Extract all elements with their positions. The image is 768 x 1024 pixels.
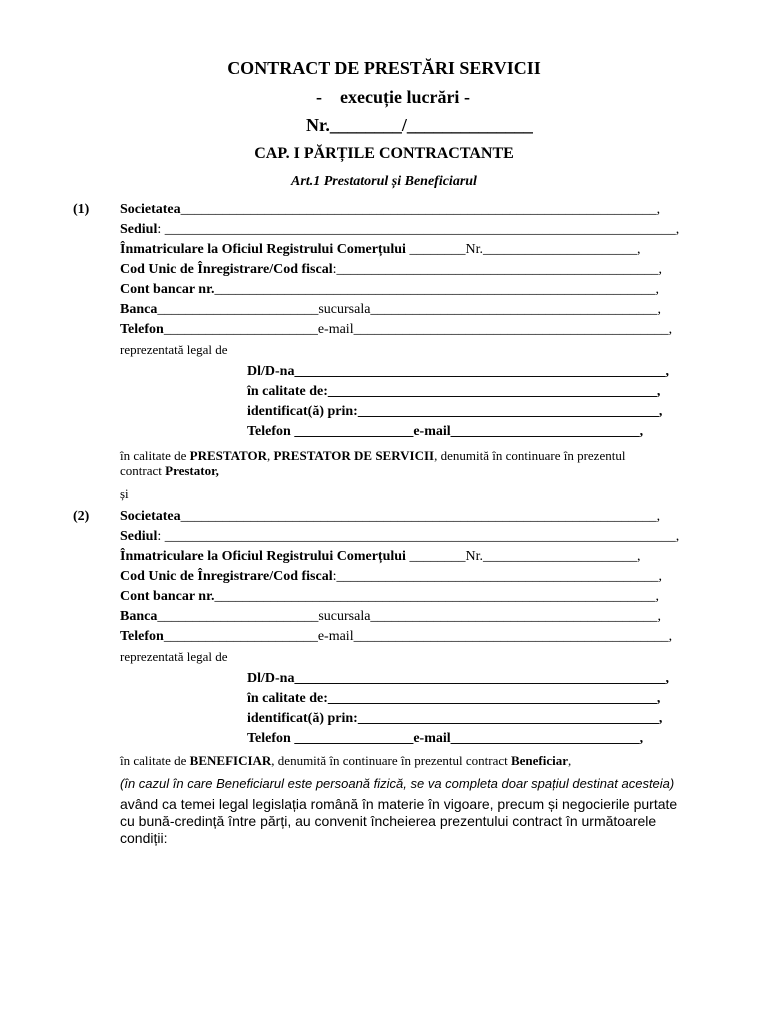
party-2-capacity: în calitate de BENEFICIAR, denumită în continuare în prezentul contract Beneficiar, [120,753,572,768]
rep-line-phone: Telefon _________________e-mail___________________________, [247,424,644,439]
field-line-bank: Banca_______________________sucursala_________________________________________, [120,302,661,317]
rep-line-id: identificat(ă) prin:___________________________________________, [247,711,663,726]
field-line-company: Societatea____________________________________________________________________, [120,202,661,217]
field-label: Cont bancar nr. [120,589,215,604]
fill-blank[interactable]: _______________________________________________________________ [214,589,656,604]
field-label: Telefon [120,322,164,337]
field-label: Sediul [120,529,158,544]
fill-blank[interactable]: :___________________________________________ [353,711,659,726]
party-1-block [120,200,679,360]
party-1-representative [247,362,669,442]
party-2-representative [247,669,669,749]
fill-blank[interactable]: ____________________________________________________________________ [180,509,657,524]
field-line-address: Sediul: _________________________________________________________________________, [120,529,680,544]
party-index: (2) [73,509,90,524]
field-label: Înmatriculare la Oficiul Registrului Comerțului [120,242,406,257]
party-index: (1) [73,202,90,217]
closing-line: condiții: [120,830,168,846]
fill-blank[interactable]: ____________________________________________________________________ [180,202,657,217]
field-line-bank-account: Cont bancar nr._______________________________________________________________, [120,589,660,604]
field-line-bank: Banca_______________________sucursala_________________________________________, [120,609,661,624]
party-1-capacity: în calitate de PRESTATOR, PRESTATOR DE SERVICII, denumită în continuare în prezentul contract Prestator, [120,448,626,478]
field-line-registration: Înmatriculare la Oficiul Registrului Comerțului ________Nr.______________________, [120,242,641,257]
party-2-block [120,507,679,667]
rep-line-id: identificat(ă) prin:___________________________________________, [247,404,663,419]
fill-blank[interactable]: :___________________________________________ [353,404,659,419]
closing-paragraph [120,796,677,847]
chapter-heading: CAP. I PĂRȚILE CONTRACTANTE [254,145,514,162]
rep-line-capacity: în calitate de:_______________________________________________, [247,384,661,399]
field-label: Cont bancar nr. [120,282,215,297]
fill-blank[interactable]: :_______________________________________________ [323,384,657,399]
fill-blank[interactable]: _______________________sucursala_________________________________________ [157,302,658,317]
fill-blank[interactable]: ______________________e-mail_____________________________________________ [163,629,669,644]
field-label: Societatea [120,509,181,524]
fill-blank[interactable]: _____________________________________________________ [294,364,666,379]
fill-blank[interactable]: _________________e-mail___________________________ [290,731,640,746]
conjunction: și [120,486,129,501]
field-label: Banca [120,302,158,317]
closing-line: având ca temei legal legislația română în materie în vigoare, precum și negocierile purtate [120,796,678,812]
natural-person-note: (în cazul în care Beneficiarul este persoană fizică, se va completa doar spațiul destinat acesteia) [120,776,675,791]
rep-line-capacity: în calitate de:_______________________________________________, [247,691,661,706]
contract-number-line: Nr.________/______________ [306,115,533,135]
fill-blank[interactable]: ______________________e-mail_____________________________________________ [163,322,669,337]
field-line-phone: Telefon______________________e-mail_____________________________________________, [120,629,673,644]
represented-by-label: reprezentată legal de [120,649,228,664]
fill-blank[interactable]: _______________________sucursala_________________________________________ [157,609,658,624]
field-label: Înmatriculare la Oficiul Registrului Comerțului [120,549,406,564]
fill-blank[interactable]: :______________________________________________ [332,262,659,277]
fill-blank[interactable]: _______________________________________________________________ [214,282,656,297]
fill-blank[interactable]: :_______________________________________________ [323,691,657,706]
fill-blank[interactable]: : _________________________________________________________________________ [157,222,676,237]
fill-blank[interactable]: _________________e-mail___________________________ [290,424,640,439]
article-heading: Art.1 Prestatorul și Beneficiarul [291,174,477,189]
fill-blank[interactable]: _____________________________________________________ [294,671,666,686]
field-label: Banca [120,609,158,624]
field-label: Cod Unic de Înregistrare/Cod fiscal [120,262,333,277]
rep-line-name: Dl/D-na_____________________________________________________, [247,671,669,686]
field-label: Telefon [120,629,164,644]
fill-blank[interactable]: ________Nr.______________________ [405,242,637,257]
closing-line: cu bună-credință între părți, au convenit încheierea prezentului contract în următoarele [120,813,657,829]
fill-blank[interactable]: ________Nr.______________________ [405,549,637,564]
field-line-address: Sediul: _________________________________________________________________________, [120,222,680,237]
field-label: Sediul [120,222,158,237]
field-line-phone: Telefon______________________e-mail_____________________________________________, [120,322,673,337]
contract-title: CONTRACT DE PRESTĂRI SERVICII [227,58,541,78]
field-line-company: Societatea____________________________________________________________________, [120,509,661,524]
field-line-bank-account: Cont bancar nr._______________________________________________________________, [120,282,660,297]
field-line-registration: Înmatriculare la Oficiul Registrului Comerțului ________Nr.______________________, [120,549,641,564]
contract-subtitle: - execuție lucrări - [316,87,470,107]
field-line-tax-code: Cod Unic de Înregistrare/Cod fiscal:______________________________________________, [120,262,662,277]
rep-line-phone: Telefon _________________e-mail___________________________, [247,731,644,746]
rep-line-name: Dl/D-na_____________________________________________________, [247,364,669,379]
field-line-tax-code: Cod Unic de Înregistrare/Cod fiscal:______________________________________________, [120,569,662,584]
field-label: Societatea [120,202,181,217]
fill-blank[interactable]: : _________________________________________________________________________ [157,529,676,544]
represented-by-label: reprezentată legal de [120,342,228,357]
fill-blank[interactable]: :______________________________________________ [332,569,659,584]
field-label: Cod Unic de Înregistrare/Cod fiscal [120,569,333,584]
